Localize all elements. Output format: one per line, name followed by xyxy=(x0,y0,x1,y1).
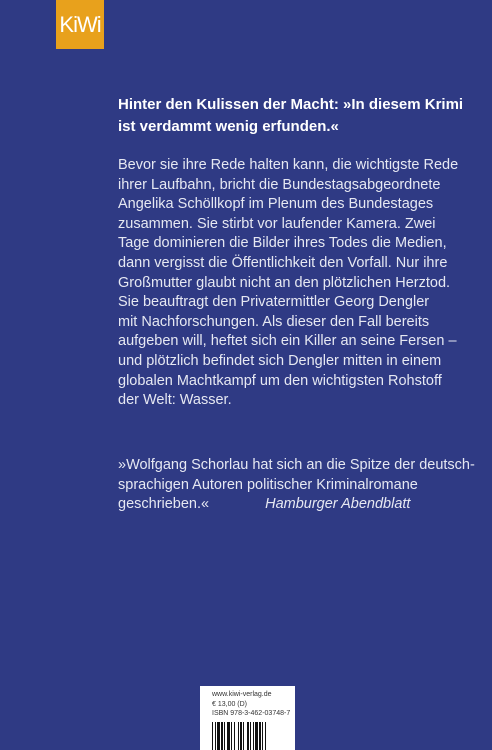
headline xyxy=(118,94,478,138)
blurb-line: zusammen. Sie stirbt vor laufender Kamera. Zwei xyxy=(118,215,436,232)
headline-line: ist verdammt wenig erfunden.« xyxy=(118,118,339,135)
headline-line: Hinter den Kulissen der Macht: »In diesem Krimi xyxy=(118,96,464,113)
price: € 13,00 (D) xyxy=(212,700,248,708)
logo-text: KiWi xyxy=(59,11,101,37)
isbn: ISBN 978-3-462-03748-7 xyxy=(212,710,291,717)
blurb-line: mit Nachforschungen. Als dieser den Fall bereits xyxy=(118,313,430,330)
blurb-line: Tage dominieren die Bilder ihres Todes die Medien, xyxy=(118,235,447,252)
quote-line: sprachigen Autoren politischer Kriminalromane xyxy=(118,476,418,493)
blurb-text xyxy=(118,156,488,411)
blurb-line: aufgeben will, heftet sich ein Killer an seine Fersen – xyxy=(118,333,457,350)
blurb-line: und plötzlich befindet sich Dengler mitten in einem xyxy=(118,352,442,369)
blurb-line: dann vergisst die Öffentlichkeit den Vorfall. Nur ihre xyxy=(118,254,448,271)
blurb-line: Großmutter glaubt nicht an den plötzlichen Herztod. xyxy=(118,274,451,291)
barcode-graphic xyxy=(212,722,284,750)
blurb-line: Sie beauftragt den Privatermittler Georg Dengler xyxy=(118,294,430,311)
press-quote xyxy=(118,456,488,515)
blurb-line: Bevor sie ihre Rede halten kann, die wichtigste Rede xyxy=(118,157,459,173)
blurb-line: der Welt: Wasser. xyxy=(118,392,232,409)
publisher-website: www.kiwi-verlag.de xyxy=(212,691,272,698)
blurb-line: ihrer Laufbahn, bricht die Bundestagsabgeordnete xyxy=(118,176,441,193)
blurb-line: Angelika Schöllkopf im Plenum des Bundestages xyxy=(118,196,434,213)
quote-line-end: geschrieben.« xyxy=(118,496,210,513)
quote-source: Hamburger Abendblatt xyxy=(265,496,411,513)
price-isbn-label xyxy=(200,686,295,750)
kiwi-logo xyxy=(56,0,104,49)
blurb-line: globalen Machtkampf um den wichtigsten Rohstoff xyxy=(118,372,442,389)
quote-last-line xyxy=(118,495,488,515)
quote-line: »Wolfgang Schorlau hat sich an die Spitze der deutsch- xyxy=(118,457,475,473)
